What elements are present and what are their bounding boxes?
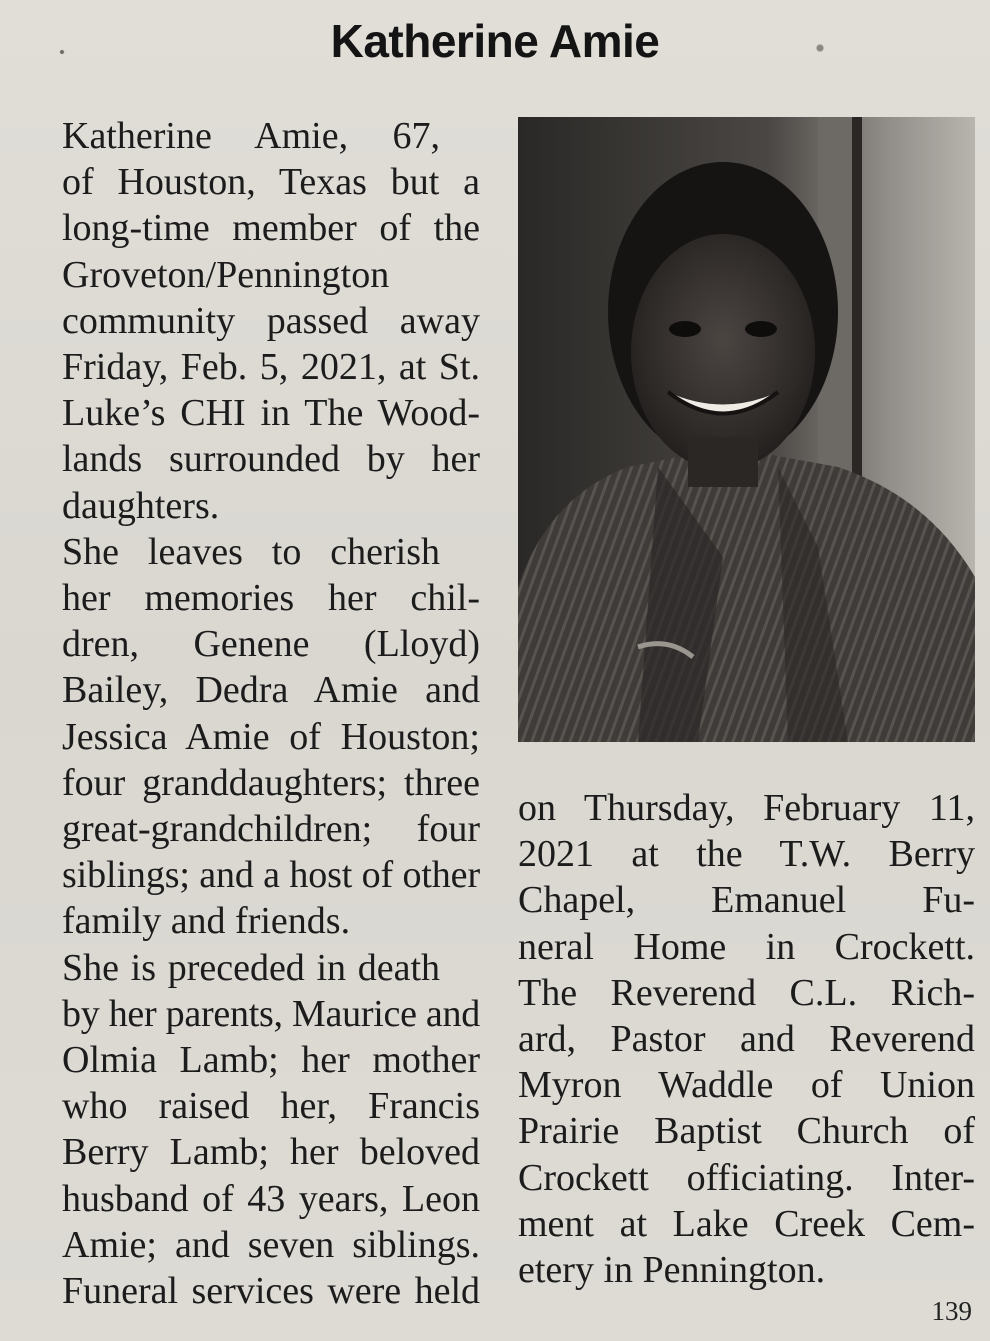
text-line: Friday, Feb. 5, 2021, at St.: [62, 346, 480, 389]
text-line: Funeral services were held: [62, 1270, 480, 1313]
paragraph-services: [518, 785, 975, 1293]
text-line: She is preceded in death: [62, 946, 440, 989]
page-number: 139: [931, 1296, 972, 1326]
portrait-image: [518, 117, 975, 742]
text-line: Berry Lamb; her beloved: [62, 1131, 480, 1174]
text-line: by her parents, Maurice and: [62, 992, 480, 1035]
text-line: Chapel, Emanuel Fu-: [518, 879, 975, 922]
text-line: of Houston, Texas but a: [62, 161, 480, 204]
text-line: Groveton/Pennington: [62, 253, 390, 296]
text-line: Amie; and seven siblings.: [62, 1223, 480, 1266]
portrait-photo: [518, 117, 975, 742]
text-line: husband of 43 years, Leon: [62, 1177, 480, 1220]
text-line: ment at Lake Creek Cem-: [518, 1202, 975, 1245]
text-line: her memories her chil-: [62, 577, 480, 620]
obituary-headline: Katherine Amie: [330, 15, 660, 67]
text-line: Luke’s CHI in The Wood-: [62, 392, 480, 435]
text-line: lands surrounded by her: [62, 438, 480, 481]
text-line: etery in Pennington.: [518, 1249, 826, 1292]
text-line: She leaves to cherish: [62, 530, 440, 573]
text-line: Prairie Baptist Church of: [518, 1110, 975, 1153]
text-line: neral Home in Crockett.: [518, 925, 975, 968]
text-line: 2021 at the T.W. Berry: [518, 833, 975, 876]
text-line: siblings; and a host of other: [62, 854, 480, 897]
text-line: community passed away: [62, 299, 480, 342]
text-line: long-time member of the: [62, 207, 480, 250]
left-column: [22, 113, 480, 1314]
text-line: Bailey, Dedra Amie and: [62, 669, 480, 712]
text-line: The Reverend C.L. Rich-: [518, 971, 975, 1014]
text-line: Olmia Lamb; her mother: [62, 1039, 480, 1082]
text-line: Crockett officiating. Inter-: [518, 1156, 975, 1199]
paragraph-preceded: [22, 945, 480, 1315]
text-line: Jessica Amie of Houston;: [62, 715, 480, 758]
text-line: family and friends.: [62, 900, 351, 943]
text-line: daughters.: [62, 484, 220, 527]
text-line: on Thursday, February 11,: [518, 787, 975, 829]
right-column: [518, 785, 975, 1293]
paragraph-death-notice: [22, 113, 480, 529]
text-line: Katherine Amie, 67,: [62, 115, 440, 157]
text-line: ard, Pastor and Reverend: [518, 1018, 975, 1061]
text-line: four granddaughters; three: [62, 761, 480, 804]
text-line: who raised her, Francis: [62, 1085, 480, 1128]
text-line: great-grandchildren; four: [62, 808, 480, 851]
text-line: Myron Waddle of Union: [518, 1064, 975, 1107]
text-line: dren, Genene (Lloyd): [62, 623, 480, 666]
paragraph-survivors: [22, 529, 480, 945]
